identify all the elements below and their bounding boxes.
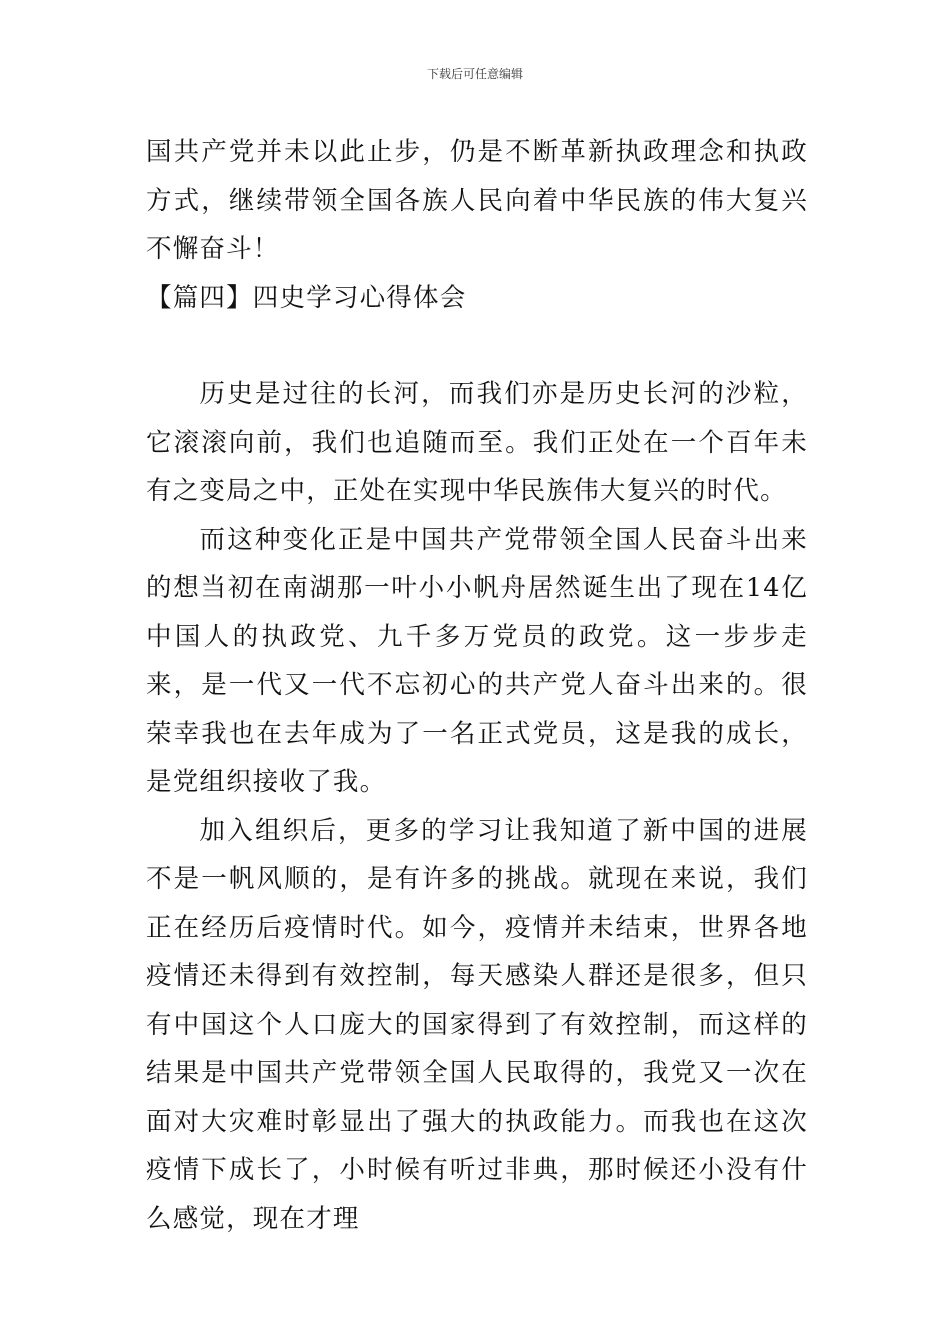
- body-paragraph-1: 历史是过往的长河，而我们亦是历史长河的沙粒，它滚滚向前，我们也追随而至。我们正处在一个百年未有之变局之中，正处在实现中华民族伟大复兴的时代。: [146, 379, 808, 506]
- body-paragraph-3: 加入组织后，更多的学习让我知道了新中国的进展不是一帆风顺的，是有许多的挑战。就现在来说，我们正在经历后疫情时代。如今，疫情并未结束，世界各地疫情还未得到有效控制，每天感染人群还是很多，但只有中国这个人口庞大的国家得到了有效控制，而这样的结果是中国共产党带领全国人民取得的，我党又一次在面对大灾难时彰显出了强大的执政能力。而我也在这次疫情下成长了，小时候有听过非典，那时候还小没有什么感觉，现在才理: [146, 815, 808, 1234]
- page-header: 下载后可任意编辑: [426, 67, 523, 81]
- section-spacer: [146, 322, 808, 370]
- document-body: [146, 128, 808, 1243]
- section-title: 【篇四】四史学习心得体会: [146, 282, 467, 313]
- body-paragraph-2: 而这种变化正是中国共产党带领全国人民奋斗出来的想当初在南湖那一叶小小帆舟居然诞生出了现在14亿中国人的执政党、九千多万党员的政党。这一步步走来，是一代又一代不忘初心的共产党人奋斗出来的。很荣幸我也在去年成为了一名正式党员，这是我的成长，是党组织接收了我。: [146, 524, 808, 797]
- continuation-paragraph: 国共产党并未以此止步，仍是不断革新执政理念和执政方式，继续带领全国各族人民向着中华民族的伟大复兴不懈奋斗！: [146, 137, 808, 264]
